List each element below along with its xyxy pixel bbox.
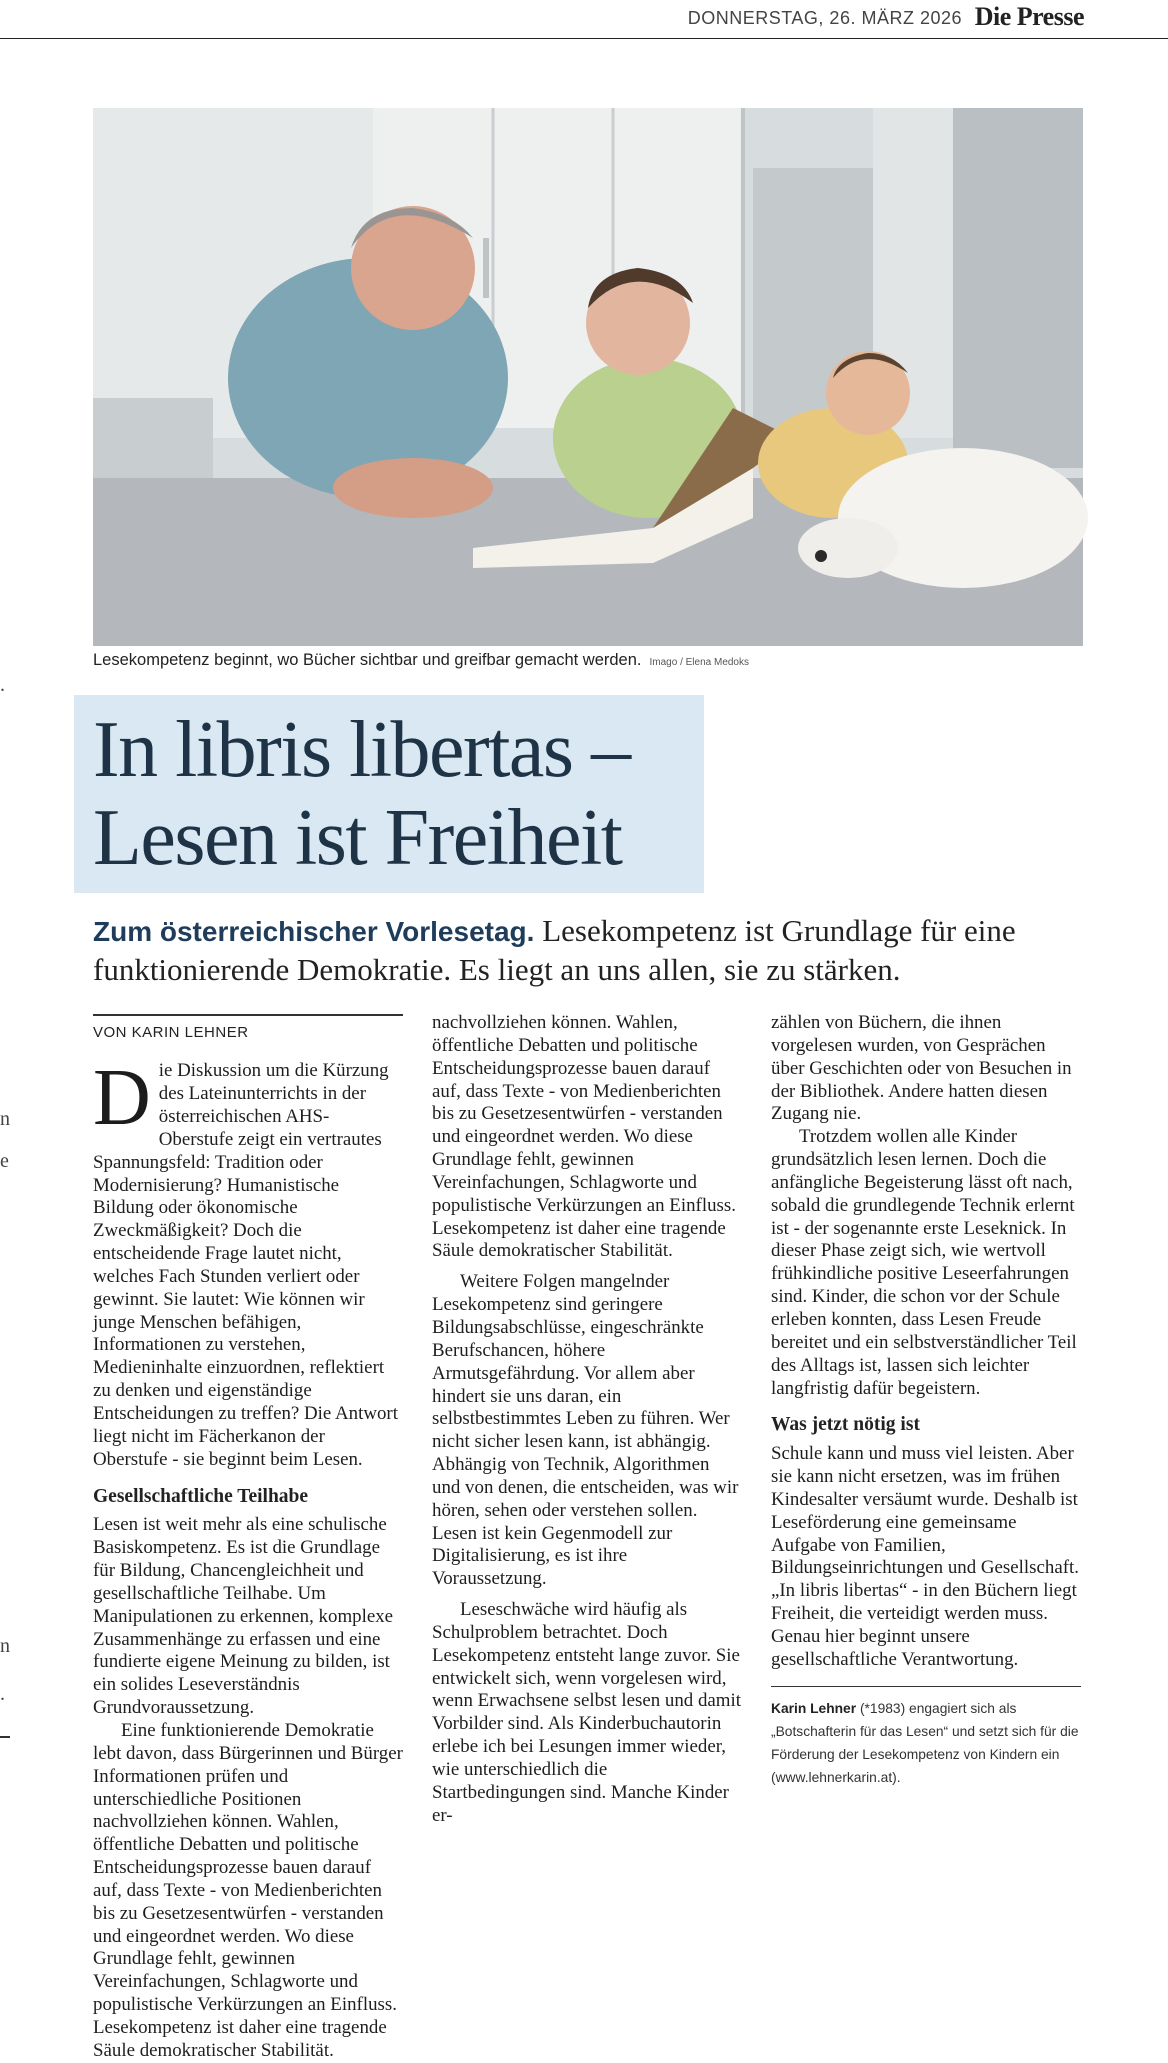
author-bio-text: (*1983) engagiert sich als „Botschafterin für das Lesen“ und setzt sich für die Förderung der Lesekompetenz von Kindern ein (www.lehnerkarin.at). (771, 1701, 1079, 1786)
photo-credit: Imago / Elena Medoks (649, 657, 749, 668)
article-photo (93, 108, 1083, 646)
author-bio (771, 1697, 1081, 1789)
headline-line-1: In libris libertas – (93, 706, 630, 794)
edge-fragment: . (0, 674, 5, 696)
paragraph: Weitere Folgen mangelnder Lesekompetenz sind geringere Bildungsabschlüsse, eingeschränkte Berufschancen, höhere Armutsgefährdung. Vor allem aber hindert sie uns daran, ein selbstbestimmtes Leben zu führen. Wer nicht sicher lesen kann, ist abhängig. Abhängig von Technik, Algorithmen und von denen, die entscheiden, was wir hören, sehen oder verstehen sollen. Lesen ist kein Gegenmodell zur Digitalisierung, es ist ihre Voraussetzung. (432, 1271, 739, 1590)
paragraph-intro-text: ie Diskussion um die Kürzung des Lateinunterrichts in der österreichischen AHS-Oberstufe zeigt ein vertrautes Spannungsfeld: Tradition oder Modernisierung? Humanistische Bildung oder ökonomische Zweckmäßigkeit? Doch die entscheidende Frage lautet nicht, welches Fach Stunden verliert oder gewinnt. Sie lautet: Wie können wir junge Menschen befähigen, Informationen zu verstehen, Medieninhalte einzuordnen, reflektiert zu denken und eigenständige Entscheidungen zu treffen? Die Antwort liegt nicht im Fächerkanon der Oberstufe - sie beginnt beim Lesen. (93, 1060, 398, 1470)
photo-caption (93, 651, 749, 670)
deck-kicker: Zum österreichischer Vorlesetag. (93, 916, 535, 947)
newspaper-logo: Die Presse (974, 2, 1084, 31)
author-name: Karin Lehner (771, 1701, 857, 1717)
headline (93, 706, 630, 882)
article-column-1 (93, 1014, 403, 2061)
paragraph: Lesen ist weit mehr als eine schulische Basiskompetenz. Es ist die Grundlage für Bildung, Chancengleichheit und gesellschaftliche Teilhabe. Um Manipulationen zu erkennen, komplexe Zusammenhänge zu erfassen und eine fundierte eigene Meinung zu bilden, ist ein solides Leseverständnis Grundvoraussetzung. (93, 1514, 394, 1719)
paragraph: Eine funktionierende Demokratie lebt davon, dass Bürgerinnen und Bürger Informationen prüfen und unterschiedliche Positionen nachvollziehen können. Wahlen, öffentliche Debatten und politische Entscheidungsprozesse bauen darauf auf, dass Texte - von Medienberichten bis zu Gesetzesentwürfen - verstanden und eingeordnet werden. Wo diese Grundlage fehlt, gewinnen Vereinfachungen, Schlagworte und populistische Verkürzungen an Einfluss. Lesekompetenz ist daher eine tragende Säule demokratischer Stabilität. (93, 1719, 403, 2061)
article-column-3 (771, 1012, 1081, 1789)
drop-cap: D (93, 1054, 151, 1143)
edge-fragment: n (0, 1108, 10, 1130)
caption-text: Lesekompetenz beginnt, wo Bücher sichtbar und greifbar gemacht werden. (93, 651, 642, 669)
deck-text: Lesekompetenz ist Grundlage für eine funktionierende Demokratie. Es liegt an uns allen, sie zu stärken. (93, 913, 1016, 987)
paragraph-intro (93, 1054, 403, 1471)
paragraph: Leseschwäche wird häufig als Schulproblem betrachtet. Doch Lesekompetenz entsteht lange zuvor. Sie entwickelt sich, wenn vorgelesen wird, wenn Erwachsene selbst lesen und damit Vorbilder sind. Als Kinderbuchautorin erlebe ich bei Lesungen immer wieder, wie unterschiedlich die Startbedingungen sind. Manche Kinder er- (432, 1599, 741, 1826)
byline: VON KARIN LEHNER (93, 1023, 249, 1041)
paragraph-continued: zählen von Büchern, die ihnen vorgelesen wurden, von Gesprächen über Geschichten oder von Besuchen in der Bibliothek. Andere hatten diesen Zugang nie. (771, 1012, 1072, 1125)
issue-date: DONNERSTAG, 26. MÄRZ 2026 (687, 8, 962, 28)
headline-line-2: Lesen ist Freiheit (93, 794, 622, 882)
paragraph: Schule kann und muss viel leisten. Aber sie kann nicht ersetzen, was im frühen Kindesalter versäumt wurde. Deshalb ist Leseförderung eine gemeinsame Aufgabe von Familien, Bildungseinrichtungen und Gesellschaft. „In libris libertas“ - in den Büchern liegt Freiheit, die verteidigt werden muss. Genau hier beginnt unsere gesellschaftliche Verantwortung. (771, 1443, 1079, 1670)
masthead (0, 0, 1168, 39)
article-deck (93, 912, 1083, 989)
edge-fragment: e (0, 1150, 9, 1172)
article-column-2 (432, 1012, 742, 1828)
edge-fragment: . (0, 1683, 5, 1705)
paragraph-continued: nachvollziehen können. Wahlen, öffentliche Debatten und politische Entscheidungsprozesse bauen darauf auf, dass Texte - von Medienberichten bis zu Gesetzesentwürfen - verstanden und eingeordnet werden. Wo diese Grundlage fehlt, gewinnen Vereinfachungen, Schlagworte und populistische Verkürzungen an Einfluss. Lesekompetenz ist daher eine tragende Säule demokratischer Stabilität. (432, 1012, 736, 1262)
edge-rule (0, 1736, 10, 1738)
bio-rule (771, 1686, 1081, 1688)
subheading: Was jetzt nötig ist (771, 1414, 920, 1436)
paragraph: Trotzdem wollen alle Kinder grundsätzlich lesen lernen. Doch die anfängliche Begeisterung lässt oft nach, sobald die grundlegende Technik erlernt ist - der sogenannte erste Leseknick. In dieser Phase zeigt sich, wie wertvoll frühkindliche positive Leseerfahrungen sind. Kinder, die schon vor der Schule erleben konnten, dass Lesen Freude bereitet und ein selbstverständlicher Teil des Alltags ist, lassen sich leichter langfristig dafür begeistern. (771, 1126, 1077, 1399)
edge-fragment: n (0, 1635, 10, 1657)
column-rule (93, 1014, 403, 1016)
subheading: Gesellschaftliche Teilhabe (93, 1485, 309, 1507)
